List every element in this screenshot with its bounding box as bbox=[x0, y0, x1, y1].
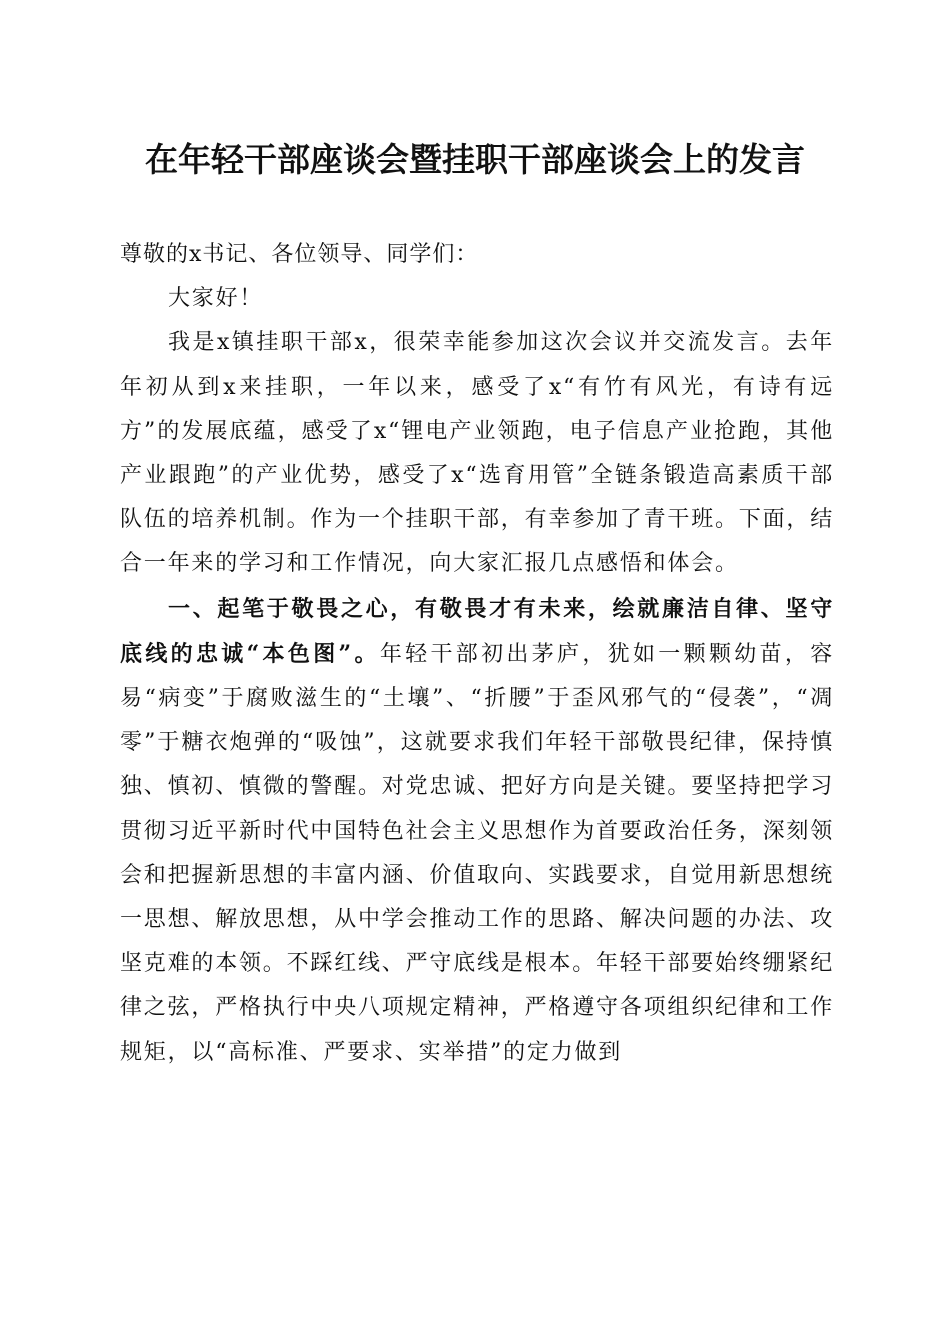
salutation: 尊敬的x书记、各位领导、同学们： bbox=[120, 242, 479, 267]
section-1-body: 年轻干部初出茅庐，犹如一颗颗幼苗，容易“病变”于腐败滋生的“土壤”、“折腰”于歪风邪气的“侵袭”，“凋零”于糖衣炮弹的“吸蚀”，这就要求我们年轻干部敬畏纪律，保持慎独、慎初、慎微的警醒。对党忠诚、把好方向是关键。要坚持把学习贯彻习近平新时代中国特色社会主义思想作为首要政治任务，深刻领会和把握新思想的丰富内涵、价值取向、实践要求，自觉用新思想统一思想、解放思想，从中学会推动工作的思路、解决问题的办法、攻坚克难的本领。不踩红线、严守底线是根本。年轻干部要始终绷紧纪律之弦，严格执行中央八项规定精神，严格遵守各项组织纪律和工作规矩，以“高标准、严要求、实举措”的定力做到 bbox=[120, 641, 835, 1065]
greeting: 大家好！ bbox=[168, 286, 264, 312]
document-body bbox=[120, 233, 834, 1075]
document-title: 在年轻干部座谈会暨挂职干部座谈会上的发言 bbox=[145, 140, 805, 179]
section-1-heading: 一、起笔于敬畏之心，有敬畏才有未来，绘就廉洁自律、坚守底线的忠诚“本色图”。 bbox=[120, 595, 834, 667]
section-1-paragraph bbox=[120, 587, 834, 1075]
intro-paragraph: 我是x镇挂职干部x，很荣幸能参加这次会议并交流发言。去年年初从到x来挂职，一年以来，感受了x“有竹有风光，有诗有远方”的发展底蕴，感受了x“锂电产业领跑，电子信息产业抢跑，其他产业跟跑”的产业优势，感受了x“选育用管”全链条锻造高素质干部队伍的培养机制。作为一个挂职干部，有幸参加了青干班。下面，结合一年来的学习和工作情况，向大家汇报几点感悟和体会。 bbox=[120, 330, 835, 577]
